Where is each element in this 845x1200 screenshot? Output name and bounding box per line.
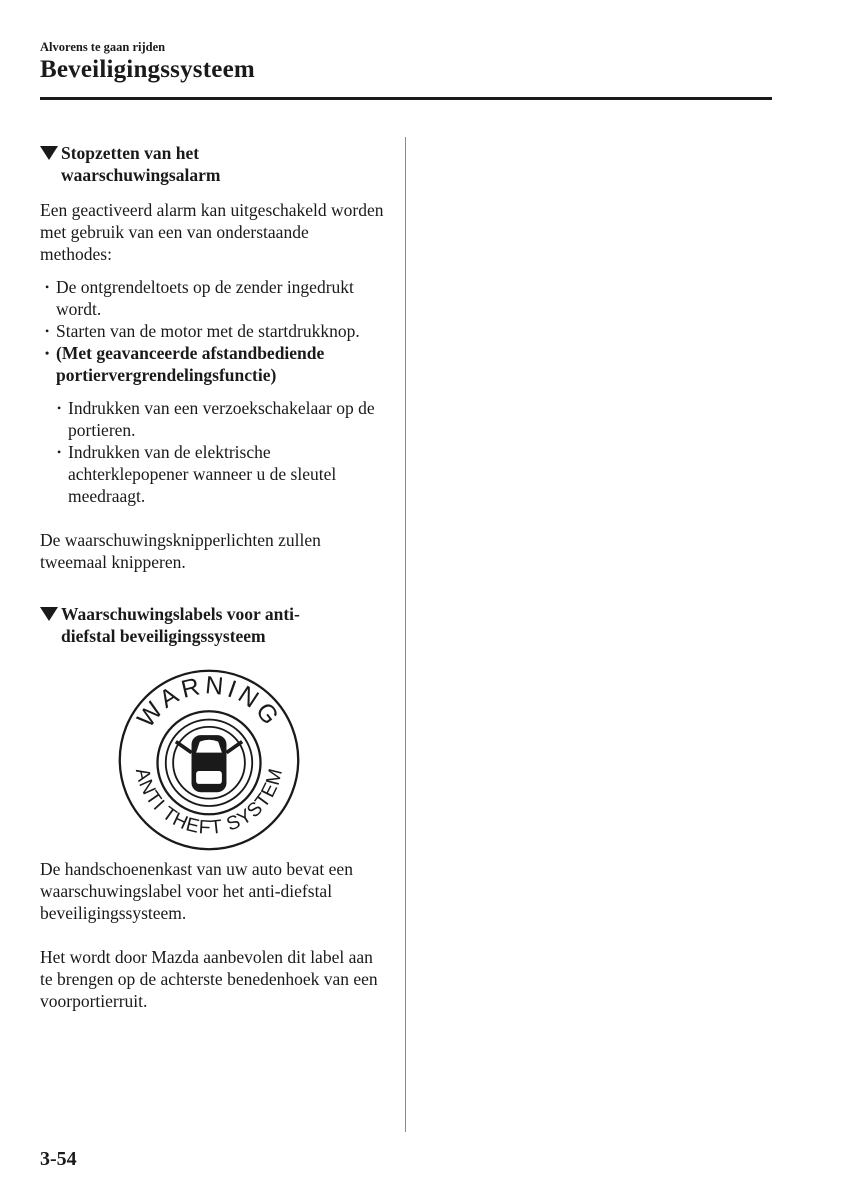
alarm-intro: Een geactiveerd alarm kan uitgeschakeld worden met gebruik van een van onderstaande methodes:: [40, 200, 384, 264]
header-rule: [40, 97, 772, 100]
section-heading-alarm-line2: waarschuwingsalarm: [61, 165, 221, 185]
method-item-advanced: • (Met geavanceerde afstandbediende portiervergrendelingsfunctie): [40, 342, 385, 386]
seal-warning-text: WARNING: [132, 672, 286, 733]
section-heading-labels: [40, 603, 385, 647]
method-item: • De ontgrendeltoets op de zender ingedrukt wordt.: [40, 276, 385, 320]
triangle-marker-icon: [40, 607, 58, 621]
header-kicker: Alvorens te gaan rijden: [40, 40, 166, 54]
method-list: [40, 276, 385, 386]
sub-method-item: • Indrukken van de elektrische achterklepopener wanneer u de sleutel meedraagt.: [52, 441, 385, 507]
seal-anti-theft-text: ANTI THEFT SYSTEM: [130, 765, 288, 839]
column-divider: [405, 137, 406, 1132]
glovebox-paragraph: De handschoenenkast van uw auto bevat een waarschuwingslabel voor het anti-diefstal beveiligingssysteem.: [40, 859, 353, 923]
method-item: • Starten van de motor met de startdrukknop.: [40, 320, 385, 342]
page-title: Beveiligingssysteem: [40, 56, 255, 83]
section-heading-alarm-line1: Stopzetten van het: [61, 143, 200, 163]
section-heading-labels-line1: Waarschuwingslabels voor anti-: [61, 604, 300, 624]
placement-paragraph: Het wordt door Mazda aanbevolen dit label aan te brengen op de achterste benedenhoek van een voorportierruit.: [40, 947, 378, 1011]
section-heading-alarm: [40, 142, 385, 186]
advanced-method-list: [40, 397, 385, 507]
alarm-section-body: [40, 199, 385, 573]
anti-theft-warning-label: [117, 668, 301, 852]
section-heading-labels-line2: diefstal beveiligingssysteem: [61, 626, 266, 646]
alarm-closing: De waarschuwingsknipperlichten zullen tweemaal knipperen.: [40, 530, 321, 572]
labels-section-body: [40, 858, 385, 1012]
car-signal-icon: [157, 711, 260, 814]
triangle-marker-icon: [40, 146, 58, 160]
sub-method-item: • Indrukken van een verzoekschakelaar op de portieren.: [52, 397, 385, 441]
page-number: 3-54: [40, 1148, 77, 1170]
